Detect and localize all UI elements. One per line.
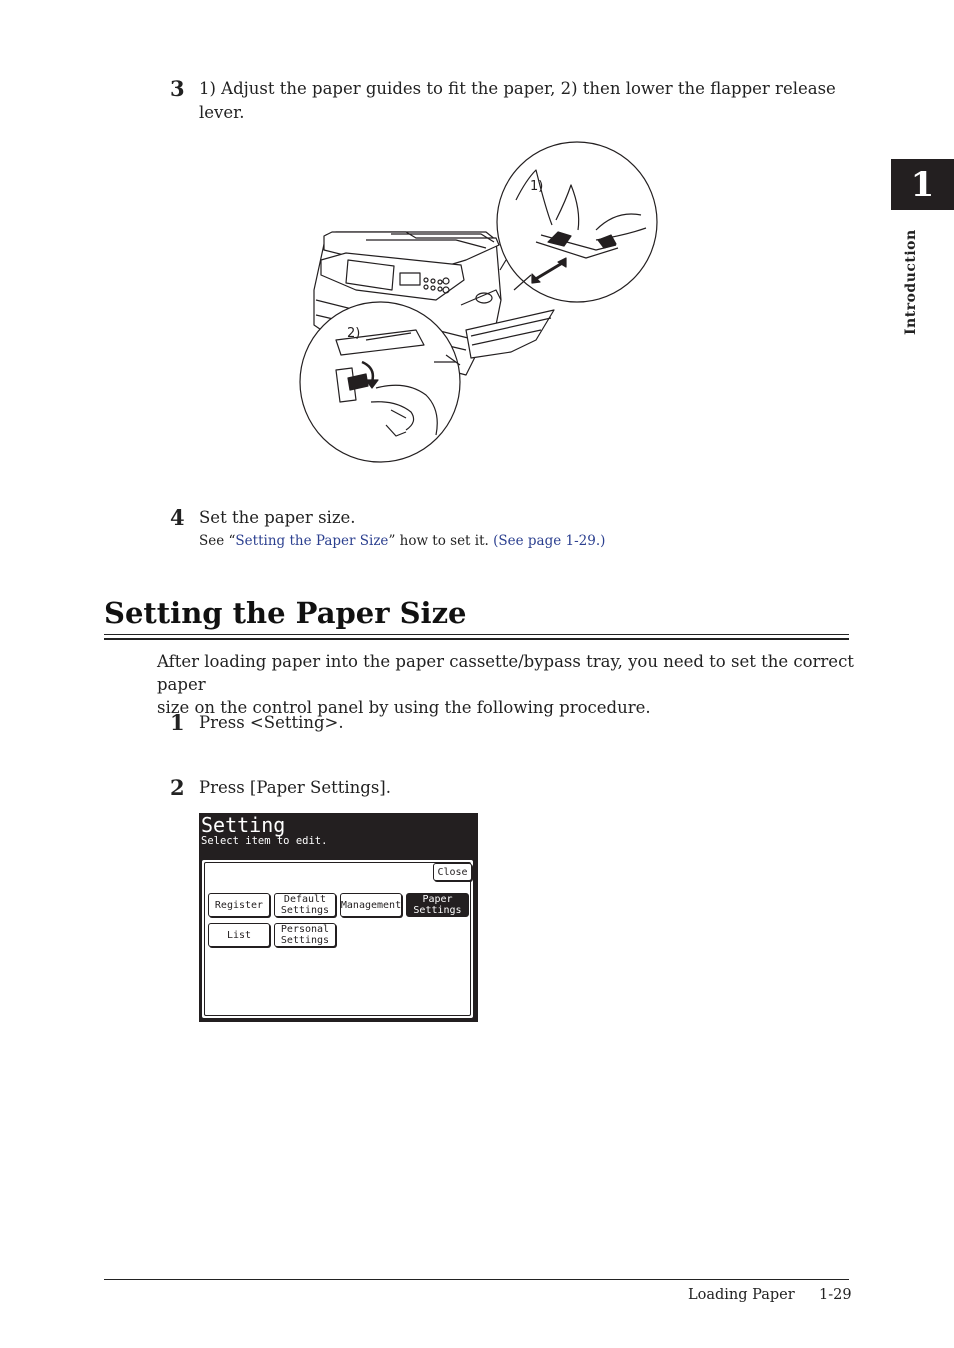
default-settings-button[interactable]: Default Settings (274, 893, 336, 917)
step-number: 4 (170, 505, 185, 530)
intro-line: size on the control panel by using the following procedure. (157, 698, 651, 717)
chapter-number-tab: 1 (891, 159, 954, 210)
page-number: 1-29 (819, 1287, 852, 1303)
personal-settings-button[interactable]: Personal Settings (274, 923, 336, 947)
chapter-side-label: Introduction (903, 229, 919, 335)
step-text-line: 1) Adjust the paper guides to fit the paper, 2) then lower the flapper release (199, 79, 836, 98)
setting-screen (199, 813, 478, 1022)
screen-body (201, 859, 474, 1019)
step-number: 2 (170, 775, 185, 800)
step-number: 3 (170, 76, 185, 101)
register-button[interactable]: Register (208, 893, 270, 917)
screen-subtitle: Select item to edit. (201, 835, 328, 847)
footer-rule (104, 1279, 849, 1280)
title-rule (104, 638, 849, 640)
title-rule (104, 634, 849, 635)
intro-line: After loading paper into the paper cassette/bypass tray, you need to set the correct paper (157, 652, 854, 694)
machine-illustration (296, 140, 662, 466)
footer-section-name: Loading Paper (688, 1287, 795, 1303)
cross-reference-note (199, 533, 605, 549)
note-prefix: See “ (199, 533, 236, 549)
note-middle: ” how to set it. (388, 533, 494, 549)
callout-1: 1) (530, 179, 544, 194)
page-reference-link[interactable]: (See page 1-29.) (493, 533, 606, 549)
screen-title: Setting (201, 813, 286, 837)
step-number: 1 (170, 710, 185, 735)
close-button[interactable]: Close (433, 863, 472, 881)
section-title: Setting the Paper Size (104, 596, 467, 630)
callout-2: 2) (347, 326, 361, 341)
step-text: Press [Paper Settings]. (199, 778, 391, 797)
step-text: Press <Setting>. (199, 713, 344, 732)
section-link[interactable]: Setting the Paper Size (235, 533, 389, 549)
list-button[interactable]: List (208, 923, 270, 947)
management-button[interactable]: Management (340, 893, 402, 917)
step-text: Set the paper size. (199, 508, 356, 527)
paper-settings-button[interactable]: Paper Settings (406, 893, 469, 917)
step-text-line: lever. (199, 103, 245, 122)
intro-paragraph (157, 650, 857, 719)
